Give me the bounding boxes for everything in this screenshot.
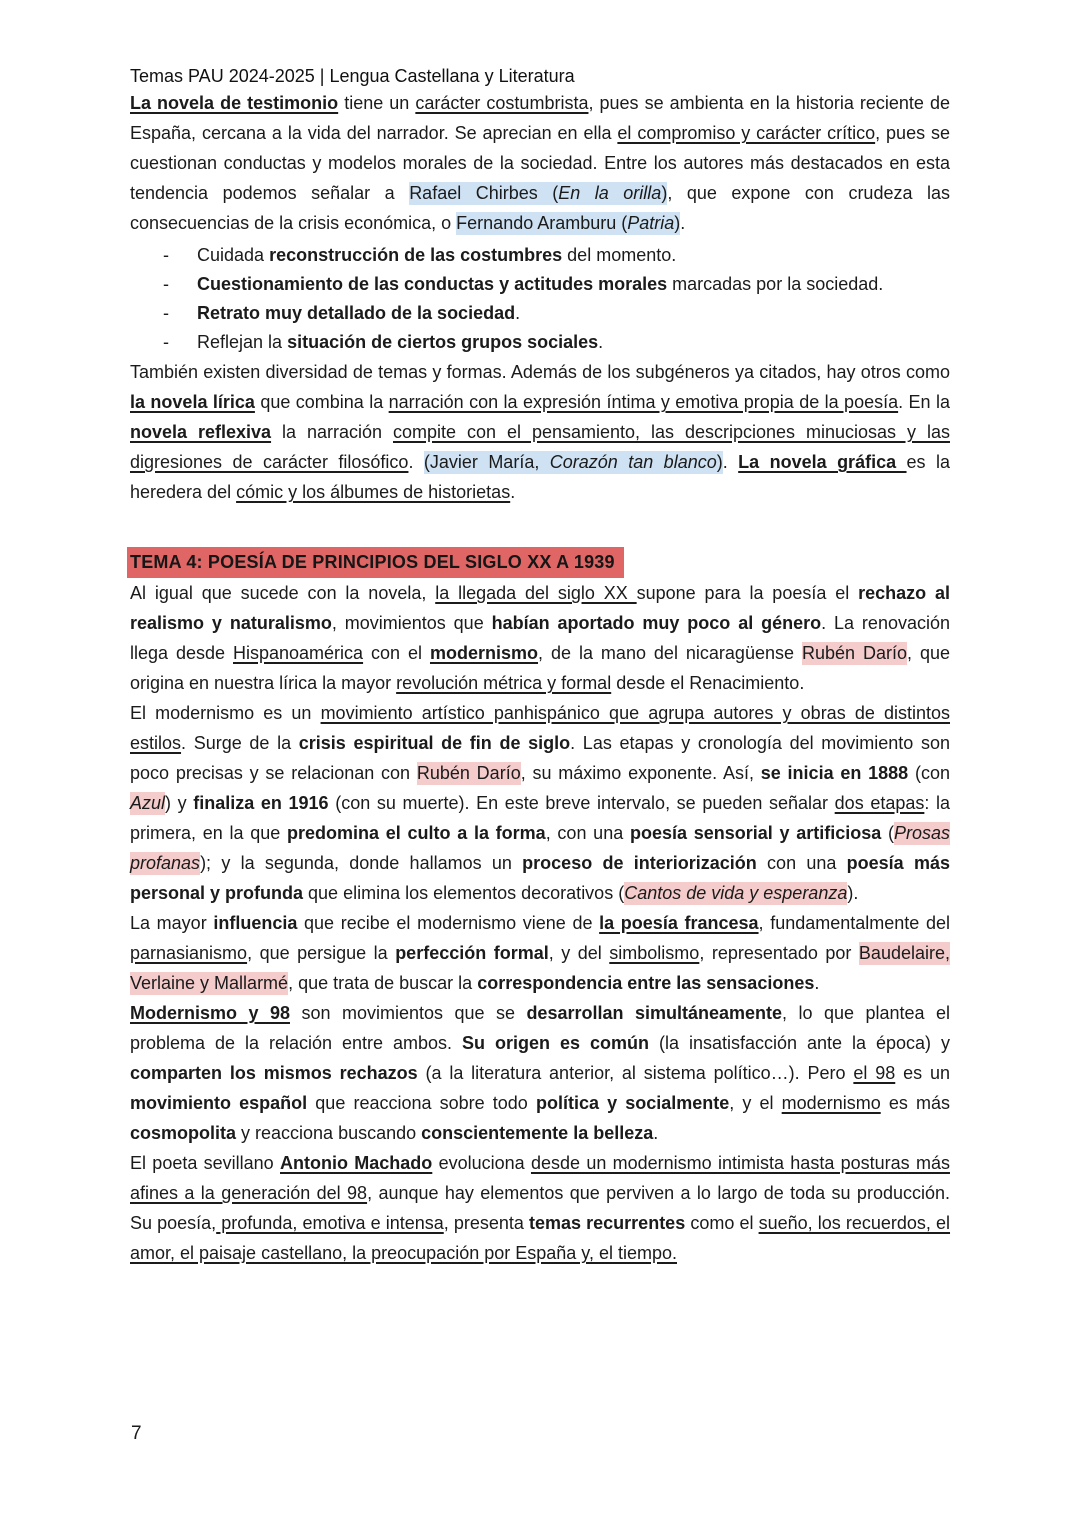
paragraph-diversidad-de-temas: También existen diversidad de temas y formas. Además de los subgéneros ya citados, hay otros como la novela lírica que combina la narración con la expresión íntima y emotiva propia de la poesía. En la novela reflexiva la narración compite con el pensamiento, las descripciones minuciosas y las digresiones de carácter filosófico. (Javier María, Corazón tan blanco). La novela gráfica es la heredera del cómic y los álbumes de historietas. xyxy=(130,362,950,502)
paragraph-novela-de-testimonio: La novela de testimonio tiene un carácter costumbrista, pues se ambienta en la historia reciente de España, cercana a la vida del narrador. Se aprecian en ella el compromiso y carácter crítico, pues se cuestionan conductas y modelos morales de la sociedad. Entre los autores más destacados en esta tendencia podemos señalar a Rafael Chirbes (En la orilla), que expone con crudeza las consecuencias de la crisis económica, o Fernando Aramburu (Patria). xyxy=(130,93,951,233)
heading-red-highlight: TEMA 4: POESÍA DE PRINCIPIOS DEL SIGLO XX A 1939 xyxy=(127,547,624,578)
bullet-item: - Cuidada reconstrucción de las costumbres del momento. xyxy=(130,241,950,270)
section-heading-tema-4 xyxy=(130,547,950,578)
bullet-list xyxy=(130,241,950,357)
bullet-item: - Retrato muy detallado de la sociedad. xyxy=(130,299,950,328)
paragraph-llegada-siglo-xx: Al igual que sucede con la novela, la llegada del siglo XX supone para la poesía el rechazo al realismo y naturalismo, movimientos que habían aportado muy poco al género. La renovación llega desde Hispanoamérica con el modernismo, de la mano del nicaragüense Rubén Darío, que origina en nuestra lírica la mayor revolución métrica y formal desde el Renacimiento. xyxy=(130,583,950,693)
page-number: 7 xyxy=(131,1423,142,1444)
paragraph-el-modernismo: El modernismo es un movimiento artístico panhispánico que agrupa autores y obras de distintos estilos. Surge de la crisis espiritual de fin de siglo. Las etapas y cronología del movimiento son poco precisas y se relacionan con Rubén Darío, su máximo exponente. Así, se inicia en 1888 (con Azul) y finaliza en 1916 (con su muerte). En este breve intervalo, se pueden señalar dos etapas: la primera, en la que predomina el culto a la forma, con una poesía sensorial y artificiosa (Prosas profanas); y la segunda, donde hallamos un proceso de interiorización con una poesía más personal y profunda que elimina los elementos decorativos (Cantos de vida y esperanza). xyxy=(130,703,951,903)
paragraph-antonio-machado: El poeta sevillano Antonio Machado evoluciona desde un modernismo intimista hasta posturas más afines a la generación del 98, aunque hay elementos que perviven a lo largo de toda su producción. Su poesía, profunda, emotiva e intensa, presenta temas recurrentes como el sueño, los recuerdos, el amor, el paisaje castellano, la preocupación por España y, el tiempo. xyxy=(130,1153,951,1263)
bullet-item: - Reflejan la situación de ciertos grupos sociales. xyxy=(130,328,950,357)
paragraph-modernismo-y-98: Modernismo y 98 son movimientos que se desarrollan simultáneamente, lo que plantea el problema de la relación entre ambos. Su origen es común (la insatisfacción ante la época) y comparten los mismos rechazos (a la literatura anterior, al sistema político…). Pero el 98 es un movimiento español que reacciona sobre todo política y socialmente, y el modernismo es más cosmopolita y reacciona buscando conscientemente la belleza. xyxy=(130,1003,950,1143)
paragraph-influencia-francesa: La mayor influencia que recibe el modernismo viene de la poesía francesa, fundamentalmente del parnasianismo, que persigue la perfección formal, y del simbolismo, representado por Baudelaire, Verlaine y Mallarmé, que trata de buscar la correspondencia entre las sensaciones. xyxy=(130,913,950,993)
document-header: Temas PAU 2024-2025 | Lengua Castellana y Literatura xyxy=(130,66,575,86)
bullet-item: - Cuestionamiento de las conductas y actitudes morales marcadas por la sociedad. xyxy=(130,270,950,299)
